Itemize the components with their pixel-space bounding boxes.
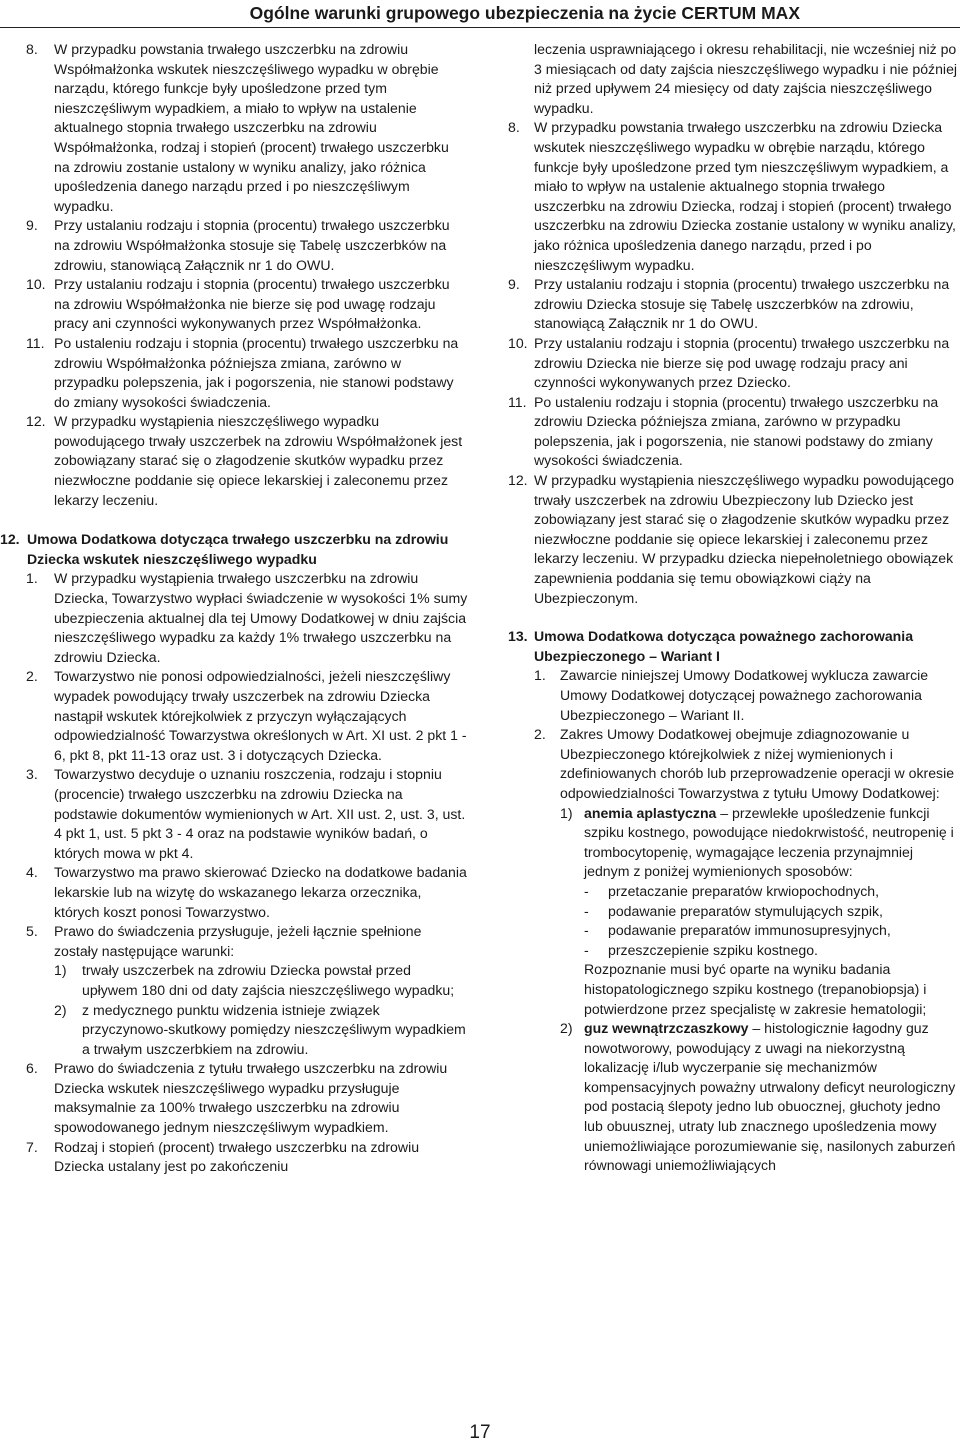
item-number: 3. [26,766,38,783]
disease-name: guz wewnątrzczaszkowy [584,1020,749,1037]
item-number: 10. [508,334,528,351]
item-text: W przypadku wystąpienia nieszczęśliwego wypadku powodującego trwały uszczerbek na zdrowiu Współmałżonek jest zobowiązany starać się o złagodzenie skutków wypadku przez niezwłoczne poddanie się opiece lekarskiej i zaleconemu przez lekarzy leczeniu. [54,413,463,508]
sub-item-text: z medycznego punktu widzenia istnieje związek przyczynowo-skutkowy pomiędzy nieszczęśliwym wypadkiem a trwałym uszczerbkiem na zdrowiu. [82,1001,466,1057]
item-number: 10. [26,276,46,293]
item-body [54,922,468,1059]
bullet-item [584,921,960,941]
item-number: 7. [26,1138,38,1155]
sub-item-body [584,1019,960,1176]
list-item [26,412,468,510]
section-heading-13 [508,627,960,666]
item-text: Przy ustalaniu rodzaju i stopnia (procentu) trwałego uszczerbku na zdrowiu Dziecka nie bierze się pod uwagę rodzaju pracy ani czynności wykonywanych przez Dziecko. [534,334,950,391]
list-item [26,569,468,667]
item-text: W przypadku wystąpienia nieszczęśliwego wypadku powodującego trwały uszczerbek na zdrowiu Ubezpieczony lub Dziecko jest zobowiązany jest starać się o złagodzenie skutków wypadku przez niezwłoczne poddanie się opiece lekarskiej i zaleconemu przez lekarzy leczeniu. W przypadku dziecka niepełnoletniego obowiązek zapewnienia poddania się temu obowiązkowi ciąży na Ubezpieczonym. [534,472,954,606]
dash-marker: - [584,882,589,899]
sub-item-number: 1) [560,804,573,821]
item-number: 11. [508,393,527,410]
bullet-text: podawanie preparatów immunosupresyjnych, [608,922,891,939]
sub-item-note: Rozpoznanie musi być oparte na wyniku badania histopatologicznego szpiku kostnego (trepanobiopsja) i potwierdzone przez specjalistę w zakresie hematologii; [584,961,927,1017]
item-text: W przypadku wystąpienia trwałego uszczerbku na zdrowiu Dziecka, Towarzystwo wypłaci świadczenie w wysokości 1% sumy ubezpieczenia aktualnej dla tej Umowy Dodatkowej w dniu zajścia nieszczęśliwego wypadku za każdy 1% trwałego uszczerbku na zdrowiu Dziecka. [54,570,468,665]
list-item [26,275,468,334]
item-number: 1. [534,667,546,684]
item-text: Rodzaj i stopień (procent) trwałego uszczerbku na zdrowiu Dziecka ustalany jest po zakończeniu [54,1138,420,1175]
list-item [508,471,960,608]
item-number: 8. [26,41,38,57]
dash-marker: - [584,941,589,958]
sub-item [54,961,468,1000]
item-text: Przy ustalaniu rodzaju i stopnia (procentu) trwałego uszczerbku na zdrowiu Dziecka stosuje się Tabelę uszczerbków na zdrowiu, stanowiącą Załącznik nr 1 do OWU. [534,276,950,332]
list-item [26,40,468,216]
item-number: 5. [26,923,38,940]
item-number: 12. [508,472,528,489]
item-text: Zawarcie niniejszej Umowy Dodatkowej wyklucza zawarcie Umowy Dodatkowej dotyczącej poważnego zachorowania Ubezpieczonego – Wariant II. [560,667,929,723]
list-item [508,275,960,334]
item-text: Towarzystwo ma prawo skierować Dziecko na dodatkowe badania lekarskie lub na wizytę do wskazanego lekarza orzecznika, których koszt ponosi Towarzystwo. [54,864,467,920]
list-item [534,725,960,1176]
document-title: Ogólne warunki grupowego ubezpieczenia na życie CERTUM MAX [249,3,800,23]
list-item-continuation [534,40,960,118]
section-number: 12. [0,531,20,548]
list-item [26,216,468,275]
item-number: 8. [508,119,520,136]
sub-item-text: trwały uszczerbek na zdrowiu Dziecka powstał przed upływem 180 dni od daty zajścia nieszczęśliwego wypadku; [82,962,455,998]
list-item [508,393,960,471]
sub-item-body [584,804,960,1020]
sub-item [560,1019,960,1176]
item-number: 9. [26,217,38,234]
section-title: Umowa Dodatkowa dotycząca poważnego zachorowania Ubezpieczonego – Wariant I [534,628,914,664]
list-item [26,1059,468,1137]
section-number: 13. [508,628,528,645]
item-number: 2. [26,668,38,685]
item-text: Po ustaleniu rodzaju i stopnia (procentu) trwałego uszczerbku na zdrowiu Współmałżonka późniejsza zmiana, zarówno w przypadku polepszenia, jak i pogorszenia, nie stanowi podstawy do zmiany wysokości świadczenia. [54,334,459,410]
dash-marker: - [584,902,589,919]
right-column [508,40,960,1176]
item-text: Przy ustalaniu rodzaju i stopnia (procentu) trwałego uszczerbku na zdrowiu Współmałżonka stosuje się Tabelę uszczerbków na zdrowiu, stanowiącą Załącznik nr 1 do OWU. [54,217,450,273]
item-number: 2. [534,726,546,743]
dash-marker: - [584,922,589,939]
item-text: leczenia usprawniającego i okresu rehabilitacji, nie wcześniej niż po 3 miesiącach od daty zajścia nieszczęśliwego wypadku i nie później niż przed upływem 24 miesięcy od daty zajścia nieszczęśliwego wypadku. [534,41,958,116]
item-number: 1. [26,570,38,587]
item-number: 11. [26,334,45,351]
list-item [26,667,468,765]
bullet-item [584,902,960,922]
item-body [560,725,960,1176]
list-item [508,334,960,393]
item-text: Przy ustalaniu rodzaju i stopnia (procentu) trwałego uszczerbku na zdrowiu Współmałżonka nie bierze się pod uwagę rodzaju pracy ani czynności wykonywanych przez Współmałżonka. [54,276,450,332]
item-number: 12. [26,413,46,430]
bullet-item [584,941,960,961]
bullet-text: przetaczanie preparatów krwiopochodnych, [608,882,880,899]
page-number: 17 [469,1422,491,1443]
item-text: W przypadku powstania trwałego uszczerbku na zdrowiu Dziecka wskutek nieszczęśliwego wypadku w obrębie narządu, którego funkcje były upośledzone przed tym nieszczęśliwym wypadkiem, a miało to wpływ na ustalenie aktualnego stopnia trwałego uszczerbku na zdrowiu Dziecka, rodzaj i stopień (procent) trwałego uszczerbku na zdrowiu Dziecka zostanie ustalony w wyniku analizy, jako różnica upośledzenia danego narządu, przed i po nieszczęśliwym wypadku. [534,119,956,273]
item-text: W przypadku powstania trwałego uszczerbku na zdrowiu Współmałżonka wskutek nieszczęśliwego wypadku w obrębie narządu, którego funkcje były upośledzone przed tym nieszczęśliwym wypadkiem, a miało to wpływ na ustalenie aktualnego stopnia trwałego uszczerbku na zdrowiu Współmałżonka, rodzaj i stopień (procent) trwałego uszczerbku na zdrowiu zostanie ustalony w wyniku analizy, jako różnica upośledzenia danego narządu przed i po nieszczęśliwym wypadku. [54,41,449,214]
disease-name: anemia aplastyczna [584,804,717,821]
header-rule [0,27,960,28]
page-header [0,0,960,28]
item-text: Prawo do świadczenia z tytułu trwałego uszczerbku na zdrowiu Dziecka wskutek nieszczęśliwego wypadku przysługuje maksymalnie za 100% trwałego uszczerbku na zdrowiu spowodowanego jednym nieszczęśliwym wypadkiem. [54,1060,448,1136]
sub-item-number: 2) [54,1001,67,1018]
sub-item [54,1001,468,1060]
bullet-text: podawanie preparatów stymulujących szpik, [608,902,883,919]
sub-item-number: 2) [560,1020,573,1037]
section-heading-12 [0,530,468,569]
item-text: Zakres Umowy Dodatkowej obejmuje zdiagnozowanie u Ubezpieczonego którejkolwiek z niżej wymienionych i zdefiniowanych chorób lub przeprowadzenie operacji w okresie odpowiedzialności Towarzystwa z tytułu Umowy Dodatkowej: [560,726,955,801]
list-item [26,765,468,863]
sub-item-number: 1) [54,962,67,979]
bullet-text: przeszczepienie szpiku kostnego. [608,941,818,958]
bullet-item [584,882,960,902]
item-text: Po ustaleniu rodzaju i stopnia (procentu) trwałego uszczerbku na zdrowiu Dziecka późniejsza zmiana, zarówno w przypadku polepszenia, jak i pogorszenia, nie stanowi podstawy do zmiany wysokości świadczenia. [534,393,939,469]
item-text: Prawo do świadczenia przysługuje, jeżeli łącznie spełnione zostały następujące warunki: [54,923,422,959]
list-item [26,334,468,412]
item-text: Towarzystwo decyduje o uznaniu roszczenia, rodzaju i stopniu (procencie) trwałego uszczerbku na zdrowiu Dziecka na podstawie dokumentów wymienionych w Art. XII ust. 2, ust. 3, ust. 4 pkt 1, ust. 5 pkt 3 - 4 oraz na podstawie wyników badań, o których mowa w pkt 4. [54,766,466,861]
disease-definition: – histologicznie łagodny guz nowotworowy, powodujący z uwagi na niekorzystną lokalizację i/lub wyczerpanie się mechanizmów kompensacyjnych poważny utrwalony deficyt neurologiczny pod postacią ślepoty jedno lub obuocznej, głuchoty jedno lub obuusznej, utraty lub znacznego upośledzenia mowy uniemożliwiające porozumiewanie się, nasilonych zaburzeń równowagi uniemożliwiających [584,1020,956,1174]
list-item [26,1138,468,1177]
list-item [508,118,960,275]
item-text: Towarzystwo nie ponosi odpowiedzialności, jeżeli nieszczęśliwy wypadek powodujący trwały uszczerbek na zdrowiu Dziecka nastąpił wskutek którejkolwiek z przyczyn wyłączających odpowiedzialność Towarzystwa określonych w Art. XI ust. 2 pkt 1 - 6, pkt 8, pkt 11-13 oraz ust. 3 i dotyczących Dziecka. [54,668,467,763]
item-number: 4. [26,864,38,881]
sub-item [560,804,960,1020]
list-item [26,922,468,1059]
left-column [0,40,468,1177]
item-number: 6. [26,1060,38,1077]
list-item [534,666,960,725]
list-item [26,863,468,922]
disease-definition: – przewlekłe upośledzenie funkcji szpiku kostnego, powodujące niedokrwistość, neutropenię i trombocytopenię, wymagające leczenia przynajmniej jednym z poniżej wymienionych sposobów: [584,804,954,880]
item-number: 9. [508,276,520,293]
section-title: Umowa Dodatkowa dotycząca trwałego uszczerbku na zdrowiu Dziecka wskutek nieszczęśliwego wypadku [27,531,449,567]
